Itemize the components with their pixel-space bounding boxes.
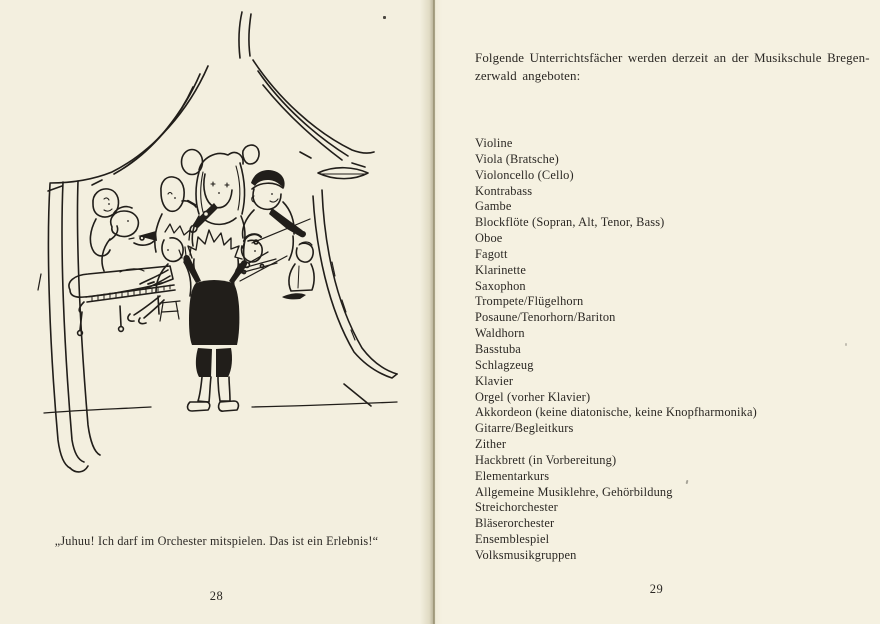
subjects-column	[475, 50, 870, 564]
subject-item: Waldhorn	[475, 326, 525, 341]
subject-item: Klarinette	[475, 262, 527, 277]
subject-item: Klavier	[475, 373, 514, 388]
stage-curtain-side-right	[313, 190, 397, 406]
subject-item: Streichorchester	[475, 500, 558, 515]
stage-curtain-top-right	[253, 60, 374, 179]
subject-item: Saxophon	[475, 278, 526, 293]
subject-item: Elementarkurs	[475, 468, 550, 483]
illustration-caption: „Juhuu! Ich darf im Orchester mitspielen. Das ist ein Erlebnis!“	[54, 534, 379, 548]
page-number-29: 29	[649, 582, 664, 596]
flute-girl	[190, 153, 245, 248]
right-page	[433, 0, 880, 624]
recorder-child	[155, 177, 196, 252]
subject-item: Ensemblespiel	[475, 532, 550, 547]
intro-line-2: zerwald angeboten:	[475, 68, 581, 83]
subject-item: Basstuba	[475, 341, 521, 356]
subject-item: Viola (Bratsche)	[475, 151, 559, 166]
subject-item: Violoncello (Cello)	[475, 167, 574, 182]
left-page	[0, 0, 433, 624]
singer-child	[90, 189, 118, 256]
subject-list	[475, 136, 867, 564]
subject-item: Hackbrett (in Vorbereitung)	[475, 452, 617, 467]
subject-item: Oboe	[475, 231, 503, 246]
subject-item: Schlagzeug	[475, 357, 534, 372]
subject-item: Posaune/Tenorhorn/Bariton	[475, 310, 616, 325]
subject-item: Akkordeon (keine diatonische, keine Knopfharmonika)	[475, 405, 757, 420]
conductor-child	[179, 230, 268, 411]
violin-boy	[243, 170, 310, 264]
standing-child	[282, 242, 314, 299]
subject-item: Kontrabass	[475, 183, 533, 198]
stage-curtain-top-left	[48, 12, 251, 191]
page-number-28: 28	[209, 589, 224, 603]
orchestra-drawing	[0, 0, 433, 624]
subject-item: Trompete/Flügelhorn	[475, 294, 584, 309]
subject-item: Gitarre/Begleitkurs	[475, 421, 574, 436]
subject-item: Fagott	[475, 246, 508, 261]
subject-item: Allgemeine Musiklehre, Gehörbildung	[475, 484, 673, 499]
intro-paragraph	[475, 50, 870, 85]
balloons	[182, 145, 260, 174]
subject-item: Zither	[475, 437, 507, 452]
subject-item: Volksmusikgruppen	[475, 547, 577, 562]
intro-line-1: Folgende Unterrichtsfächer werden derzeit an der Musikschule Bregen-	[475, 51, 870, 65]
subject-item: Orgel (vorher Klavier)	[475, 389, 591, 404]
subject-item: Blockflöte (Sopran, Alt, Tenor, Bass)	[475, 215, 665, 230]
subject-item: Bläserorchester	[475, 516, 555, 531]
subject-item: Violine	[475, 136, 513, 150]
stage-curtain-side-left	[38, 181, 100, 472]
subject-item: Gambe	[475, 199, 512, 214]
